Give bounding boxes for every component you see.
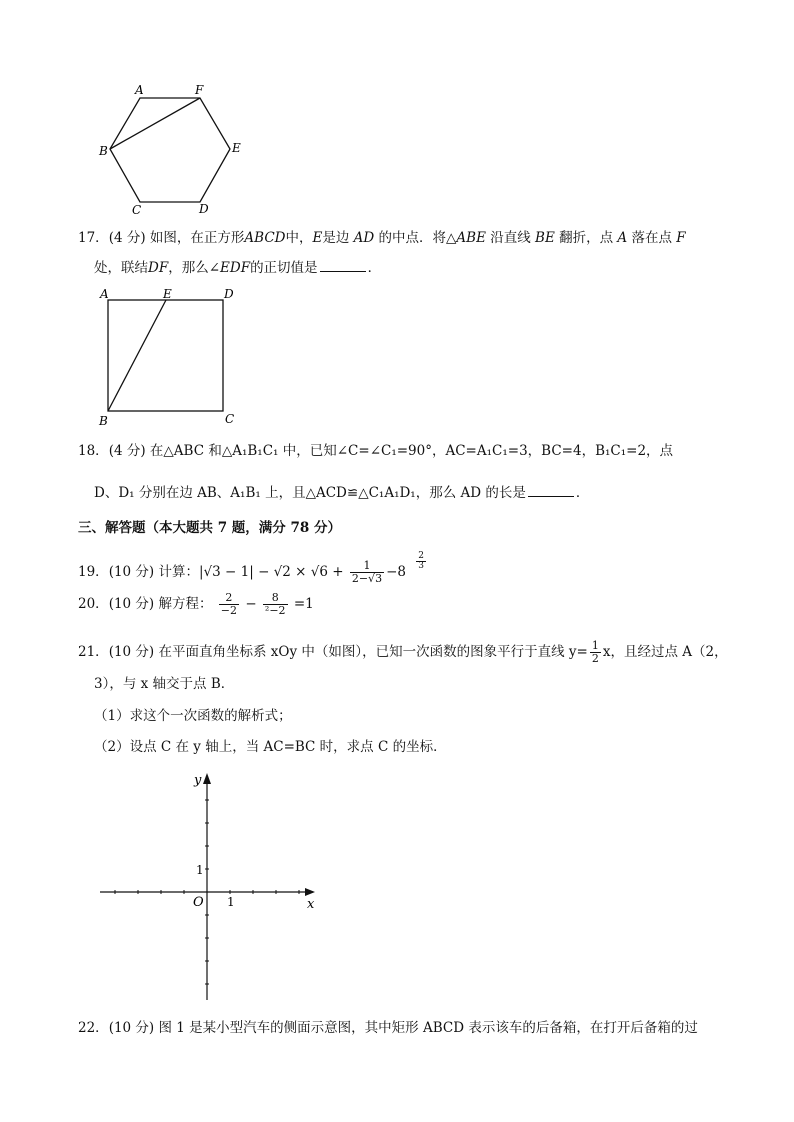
- hex-label-e: E: [232, 141, 241, 155]
- sq-label-b: B: [99, 414, 108, 428]
- origin-label: O: [193, 895, 204, 910]
- q21-line1: [78, 640, 728, 665]
- q19-label: 计算：: [158, 564, 199, 580]
- frac-denominator: 2−√3: [351, 572, 383, 585]
- q17-var: AD: [353, 230, 375, 246]
- q21-number: 21．: [78, 644, 109, 660]
- q17-text: 沿直线: [490, 230, 531, 246]
- q17-number: 17．: [78, 230, 109, 246]
- q21-text: 3），与 x 轴交于点 B．: [94, 676, 235, 692]
- q18-text: D、D₁ 分别在边 AB、A₁B₁ 上，且△ACD≌△C₁A₁D₁，那么 AD 的长是: [94, 485, 526, 501]
- hex-label-c: C: [132, 203, 142, 217]
- q18-text: ．: [575, 485, 590, 501]
- q21-part2: [94, 737, 447, 757]
- section-heading: 三、解答题（本大题共 7 题，满分 78 分）: [78, 520, 341, 536]
- q19-number: 19．: [78, 564, 109, 580]
- hex-label-d: D: [199, 202, 209, 216]
- sq-label-e: E: [163, 287, 172, 301]
- q21-part1: [94, 706, 292, 726]
- frac-numerator: 8: [263, 592, 288, 605]
- hexagon-figure: [95, 82, 255, 217]
- q19-exponent: [416, 552, 426, 571]
- q20-line: [78, 592, 314, 617]
- q20-label: 解方程：: [158, 596, 213, 612]
- frac-numerator: 1: [350, 560, 384, 573]
- sq-label-d: D: [224, 287, 234, 301]
- exp-denominator: 3: [418, 561, 425, 571]
- q21-text: 在平面直角坐标系 xOy 中（如图），已知一次函数的图象平行于直线 y=: [158, 644, 588, 660]
- frac-denominator: −2: [220, 604, 238, 617]
- q17-var: BE: [535, 230, 555, 246]
- q18-score: (4 分): [108, 443, 146, 459]
- q19-fraction: [350, 560, 384, 585]
- q19-score: (10 分): [108, 564, 155, 580]
- q17-text: ，那么∠: [168, 260, 221, 276]
- q20-number: 20．: [78, 596, 109, 612]
- frac-numerator: 1: [591, 639, 599, 652]
- axis-label-y: y: [194, 773, 202, 788]
- q17-text: 翻折，点: [559, 230, 614, 246]
- q22-number: 22．: [78, 1020, 109, 1036]
- q17-var: F: [676, 230, 686, 246]
- q17-text: 的正切值是: [250, 260, 318, 276]
- hex-label-f: F: [195, 83, 204, 97]
- answer-blank: [320, 259, 366, 272]
- y-unit-label: 1: [196, 863, 204, 877]
- q20-operator: −: [245, 596, 257, 612]
- axis-label-x: x: [307, 897, 315, 912]
- answer-blank: [528, 484, 574, 497]
- frac-numerator: 2: [219, 592, 239, 605]
- q21-score: (10 分): [108, 644, 155, 660]
- q17-var: E: [312, 230, 323, 246]
- sq-label-c: C: [225, 412, 235, 426]
- q17-text: 是边: [322, 230, 350, 246]
- frac-denominator: ²−2: [264, 604, 286, 617]
- exp-numerator: 2: [418, 551, 425, 561]
- q17-text: 处，联结: [94, 260, 148, 276]
- hex-label-b: B: [99, 144, 108, 158]
- q17-var: ABE: [456, 230, 486, 246]
- q19-line: [78, 552, 428, 585]
- frac-denominator: 2: [591, 652, 599, 665]
- q18-line1: [78, 441, 673, 461]
- square-figure: [96, 284, 246, 429]
- q21-line2: [94, 674, 234, 694]
- q20-fraction-1: [219, 592, 239, 617]
- q17-text: 的中点．将△: [378, 230, 457, 246]
- q22-text: 图 1 是某小型汽车的侧面示意图，其中矩形 ABCD 表示该车的后备箱，在打开后备箱的过: [158, 1020, 698, 1036]
- q20-fraction-2: [263, 592, 288, 617]
- q21-text: （2）设点 C 在 y 轴上，当 AC=BC 时，求点 C 的坐标．: [94, 739, 447, 755]
- q17-var: DF: [148, 260, 169, 276]
- q19-expression: −8: [386, 564, 406, 580]
- q17-line1: [78, 228, 686, 248]
- q21-text: x，且经过点 A（2，: [602, 644, 728, 660]
- q18-number: 18．: [78, 443, 109, 459]
- q22-line1: [78, 1018, 698, 1038]
- q19-expression: |√3 − 1| − √2 × √6 +: [199, 564, 344, 580]
- q18-line2: [94, 483, 589, 503]
- q17-var: ABCD: [244, 230, 286, 246]
- q21-half: [590, 640, 601, 665]
- q17-line2: [94, 258, 381, 278]
- x-unit-label: 1: [227, 895, 235, 909]
- coordinate-axes-figure: [95, 770, 325, 1005]
- q17-text: ．: [367, 260, 382, 276]
- q17-var: EDF: [220, 260, 251, 276]
- sq-label-a: A: [100, 287, 109, 301]
- q17-score: (4 分): [108, 230, 146, 246]
- q20-rhs: =1: [293, 596, 314, 612]
- q21-text: （1）求这个一次函数的解析式；: [94, 708, 292, 724]
- q18-text: 在△ABC 和△A₁B₁C₁ 中，已知∠C=∠C₁=90°，AC=A₁C₁=3，BC=4，B₁C₁=2，点: [149, 443, 674, 459]
- q20-score: (10 分): [108, 596, 155, 612]
- q17-text: 中，: [285, 230, 313, 246]
- q17-text: 落在点: [631, 230, 672, 246]
- hex-label-a: A: [135, 83, 144, 97]
- q17-text: 如图，在正方形: [149, 230, 245, 246]
- q22-score: (10 分): [108, 1020, 155, 1036]
- q17-var: A: [617, 230, 628, 246]
